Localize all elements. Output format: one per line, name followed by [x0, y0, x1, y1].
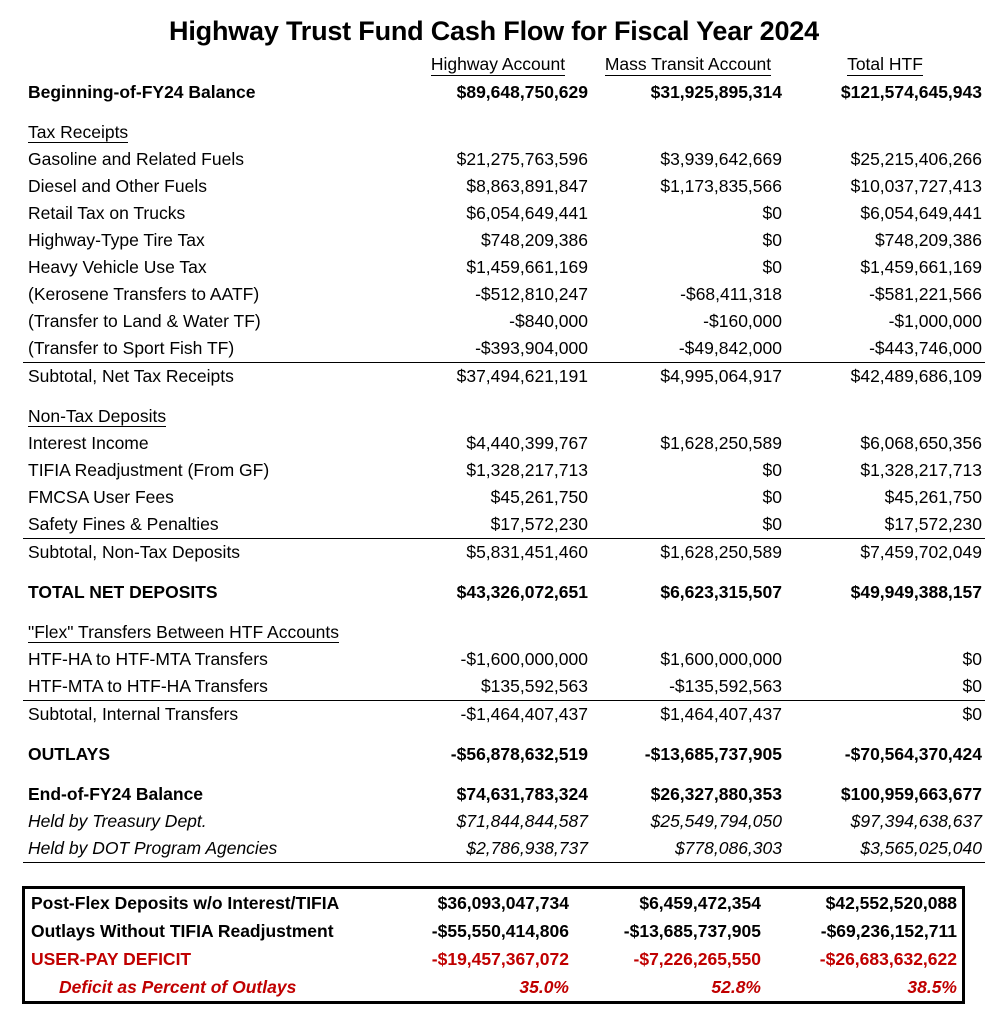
table-row-heavy-vehicle	[23, 254, 985, 281]
row-value-highway: 35.0%	[519, 977, 569, 997]
row-value-total: $0	[962, 649, 982, 669]
row-label: OUTLAYS	[28, 744, 111, 764]
row-label: Subtotal, Net Tax Receipts	[23, 363, 405, 391]
table-row-outlays-without-tifia	[25, 917, 962, 945]
section-spacer-mass-transit	[591, 119, 785, 146]
row-label: Deficit as Percent of Outlays	[59, 977, 297, 997]
section-label: Non-Tax Deposits	[28, 406, 167, 426]
section-spacer-highway	[405, 619, 591, 646]
table-row-ha-to-mta	[23, 646, 985, 673]
section-label: "Flex" Transfers Between HTF Accounts	[28, 622, 340, 642]
spacer-row	[23, 728, 985, 741]
row-label: Subtotal, Non-Tax Deposits	[23, 539, 405, 567]
spacer-row	[23, 768, 985, 781]
row-label: HTF-MTA to HTF-HA Transfers	[28, 676, 268, 696]
row-value-highway: -$56,878,632,519	[450, 744, 588, 764]
row-label: Beginning-of-FY24 Balance	[28, 82, 256, 102]
row-value-total: -$70,564,370,424	[844, 744, 982, 764]
row-value-highway: $36,093,047,734	[437, 893, 569, 913]
row-label: (Transfer to Land & Water TF)	[28, 311, 261, 331]
row-label: Held by Treasury Dept.	[28, 811, 207, 831]
section-spacer-mass-transit	[591, 403, 785, 430]
column-header-mass-transit: Mass Transit Account	[604, 54, 772, 74]
user-pay-summary-box	[22, 886, 965, 1004]
user-pay-summary-table	[25, 889, 962, 1001]
section-header-tax-receipts	[23, 119, 985, 146]
row-label: Retail Tax on Trucks	[28, 203, 186, 223]
row-label: (Kerosene Transfers to AATF)	[28, 284, 260, 304]
section-spacer-total	[785, 119, 985, 146]
spacer-row	[23, 106, 985, 119]
row-value-total: $0	[785, 701, 985, 729]
row-value-total: $45,261,750	[884, 487, 982, 507]
table-row-fmcsa-user-fees	[23, 484, 985, 511]
row-value-total: $42,489,686,109	[785, 363, 985, 391]
row-value-highway: $45,261,750	[490, 487, 588, 507]
row-value-highway: $17,572,230	[490, 514, 588, 534]
table-row-post-flex-deposits	[25, 889, 962, 917]
table-row-mta-to-ha	[23, 673, 985, 701]
row-value-mass-transit: -$7,226,265,550	[633, 949, 761, 969]
row-value-mass-transit: $6,459,472,354	[639, 893, 761, 913]
row-value-total: $748,209,386	[874, 230, 982, 250]
row-value-mass-transit: -$13,685,737,905	[644, 744, 782, 764]
row-label: Subtotal, Internal Transfers	[23, 701, 405, 729]
row-value-highway: $21,275,763,596	[456, 149, 588, 169]
row-value-mass-transit: $31,925,895,314	[650, 82, 782, 102]
table-row-interest-income	[23, 430, 985, 457]
row-value-highway: $135,592,563	[480, 676, 588, 696]
row-value-mass-transit: $1,600,000,000	[660, 649, 782, 669]
row-value-total: -$443,746,000	[869, 338, 982, 358]
row-value-total: -$581,221,566	[869, 284, 982, 304]
row-value-mass-transit: -$135,592,563	[669, 676, 782, 696]
row-value-highway: $2,786,938,737	[466, 838, 588, 858]
table-row-gasoline	[23, 146, 985, 173]
row-value-highway: -$55,550,414,806	[431, 921, 569, 941]
row-label: End-of-FY24 Balance	[28, 784, 204, 804]
table-row-tire-tax	[23, 227, 985, 254]
column-header-total: Total HTF	[847, 54, 923, 74]
row-label: Held by DOT Program Agencies	[28, 838, 278, 858]
row-value-total: $25,215,406,266	[850, 149, 982, 169]
row-label: (Transfer to Sport Fish TF)	[28, 338, 235, 358]
row-label: Highway-Type Tire Tax	[28, 230, 205, 250]
row-value-total: -$69,236,152,711	[820, 921, 957, 941]
table-row-held-treasury	[23, 808, 985, 835]
row-label: USER-PAY DEFICIT	[31, 949, 192, 969]
row-label: Safety Fines & Penalties	[28, 514, 219, 534]
row-value-mass-transit: -$160,000	[703, 311, 782, 331]
row-value-highway: $1,459,661,169	[466, 257, 588, 277]
row-value-total: $10,037,727,413	[850, 176, 982, 196]
row-value-highway: $5,831,451,460	[405, 539, 591, 567]
row-value-highway: $1,328,217,713	[466, 460, 588, 480]
row-value-highway: $37,494,621,191	[405, 363, 591, 391]
row-value-mass-transit: 52.8%	[711, 977, 761, 997]
row-value-total: $7,459,702,049	[785, 539, 985, 567]
table-row-sport-fish	[23, 335, 985, 363]
row-value-highway: $71,844,844,587	[456, 811, 588, 831]
cash-flow-table	[23, 49, 985, 869]
row-value-highway: $89,648,750,629	[456, 82, 588, 102]
row-value-mass-transit: $1,464,407,437	[591, 701, 785, 729]
row-value-highway: -$1,464,407,437	[405, 701, 591, 729]
table-row-beginning-balance	[23, 79, 985, 106]
row-value-highway: $43,326,072,651	[456, 582, 588, 602]
table-header-row	[23, 49, 985, 79]
section-header-flex-transfers	[23, 619, 985, 646]
row-value-mass-transit: -$13,685,737,905	[623, 921, 761, 941]
table-row-held-dot	[23, 835, 985, 863]
row-value-mass-transit: $3,939,642,669	[660, 149, 782, 169]
row-value-highway: $74,631,783,324	[456, 784, 588, 804]
row-label: TIFIA Readjustment (From GF)	[28, 460, 270, 480]
column-header-label	[23, 49, 405, 79]
table-row-deficit-percent	[25, 973, 962, 1001]
table-row-retail-trucks	[23, 200, 985, 227]
row-value-mass-transit: $1,628,250,589	[660, 433, 782, 453]
table-row-diesel	[23, 173, 985, 200]
row-value-total: $49,949,388,157	[850, 582, 982, 602]
row-value-total: $1,328,217,713	[860, 460, 982, 480]
spacer-row	[23, 390, 985, 403]
spacer-row	[23, 566, 985, 579]
row-value-total: $1,459,661,169	[860, 257, 982, 277]
row-value-highway: $8,863,891,847	[466, 176, 588, 196]
row-value-highway: $748,209,386	[480, 230, 588, 250]
section-spacer-highway	[405, 119, 591, 146]
section-spacer-total	[785, 619, 985, 646]
row-value-mass-transit: $0	[762, 257, 782, 277]
row-value-highway: $4,440,399,767	[466, 433, 588, 453]
row-label: Outlays Without TIFIA Readjustment	[31, 921, 334, 941]
row-value-mass-transit: $0	[762, 460, 782, 480]
row-value-mass-transit: $6,623,315,507	[660, 582, 782, 602]
section-spacer-mass-transit	[591, 619, 785, 646]
row-value-mass-transit: -$68,411,318	[680, 284, 782, 304]
row-value-total: $6,054,649,441	[860, 203, 982, 223]
row-value-total: $42,552,520,088	[825, 893, 957, 913]
table-row-subtotal-tax-receipts	[23, 363, 985, 391]
row-value-total: $97,394,638,637	[850, 811, 982, 831]
row-value-mass-transit: $0	[762, 203, 782, 223]
row-label: Heavy Vehicle Use Tax	[28, 257, 207, 277]
row-label: Gasoline and Related Fuels	[28, 149, 244, 169]
row-value-total: $100,959,663,677	[840, 784, 982, 804]
row-value-mass-transit: -$49,842,000	[678, 338, 782, 358]
table-row-end-balance	[23, 781, 985, 808]
row-label: Post-Flex Deposits w/o Interest/TIFIA	[31, 893, 340, 913]
row-value-mass-transit: $1,628,250,589	[591, 539, 785, 567]
section-spacer-total	[785, 403, 985, 430]
row-value-highway: -$393,904,000	[475, 338, 588, 358]
row-value-total: 38.5%	[907, 977, 957, 997]
table-row-user-pay-deficit	[25, 945, 962, 973]
table-row-kerosene	[23, 281, 985, 308]
table-row-tifia-readjustment	[23, 457, 985, 484]
table-row-total-net-deposits	[23, 579, 985, 606]
row-value-highway: -$1,600,000,000	[460, 649, 588, 669]
row-value-mass-transit: $0	[762, 514, 782, 534]
row-label: Interest Income	[28, 433, 149, 453]
row-label: Diesel and Other Fuels	[28, 176, 207, 196]
row-value-total: $121,574,645,943	[840, 82, 982, 102]
section-label: Tax Receipts	[28, 122, 129, 142]
row-label: TOTAL NET DEPOSITS	[28, 582, 218, 602]
row-value-total: $0	[962, 676, 982, 696]
row-value-mass-transit: $778,086,303	[674, 838, 782, 858]
table-row-subtotal-non-tax	[23, 539, 985, 567]
row-value-mass-transit: $0	[762, 487, 782, 507]
row-value-highway: -$19,457,367,072	[431, 949, 569, 969]
row-value-total: $17,572,230	[884, 514, 982, 534]
row-label: HTF-HA to HTF-MTA Transfers	[28, 649, 268, 669]
row-value-highway: -$512,810,247	[475, 284, 588, 304]
row-value-total: -$26,683,632,622	[819, 949, 957, 969]
page-title: Highway Trust Fund Cash Flow for Fiscal Year 2024	[169, 16, 819, 46]
column-header-highway: Highway Account	[430, 54, 566, 74]
row-value-mass-transit: $26,327,880,353	[650, 784, 782, 804]
row-value-highway: -$840,000	[509, 311, 588, 331]
table-row-safety-fines	[23, 511, 985, 539]
bottom-divider-rule	[23, 863, 985, 870]
row-value-mass-transit: $4,995,064,917	[591, 363, 785, 391]
row-value-highway: $6,054,649,441	[466, 203, 588, 223]
row-value-mass-transit: $1,173,835,566	[660, 176, 782, 196]
row-label: FMCSA User Fees	[28, 487, 174, 507]
spacer-row	[23, 606, 985, 619]
table-row-land-water	[23, 308, 985, 335]
row-value-mass-transit: $0	[762, 230, 782, 250]
section-spacer-highway	[405, 403, 591, 430]
row-value-total: $6,068,650,356	[860, 433, 982, 453]
table-row-outlays	[23, 741, 985, 768]
row-value-total: $3,565,025,040	[860, 838, 982, 858]
table-row-subtotal-internal-transfers	[23, 701, 985, 729]
section-header-non-tax-deposits	[23, 403, 985, 430]
row-value-mass-transit: $25,549,794,050	[650, 811, 782, 831]
row-value-total: -$1,000,000	[888, 311, 982, 331]
